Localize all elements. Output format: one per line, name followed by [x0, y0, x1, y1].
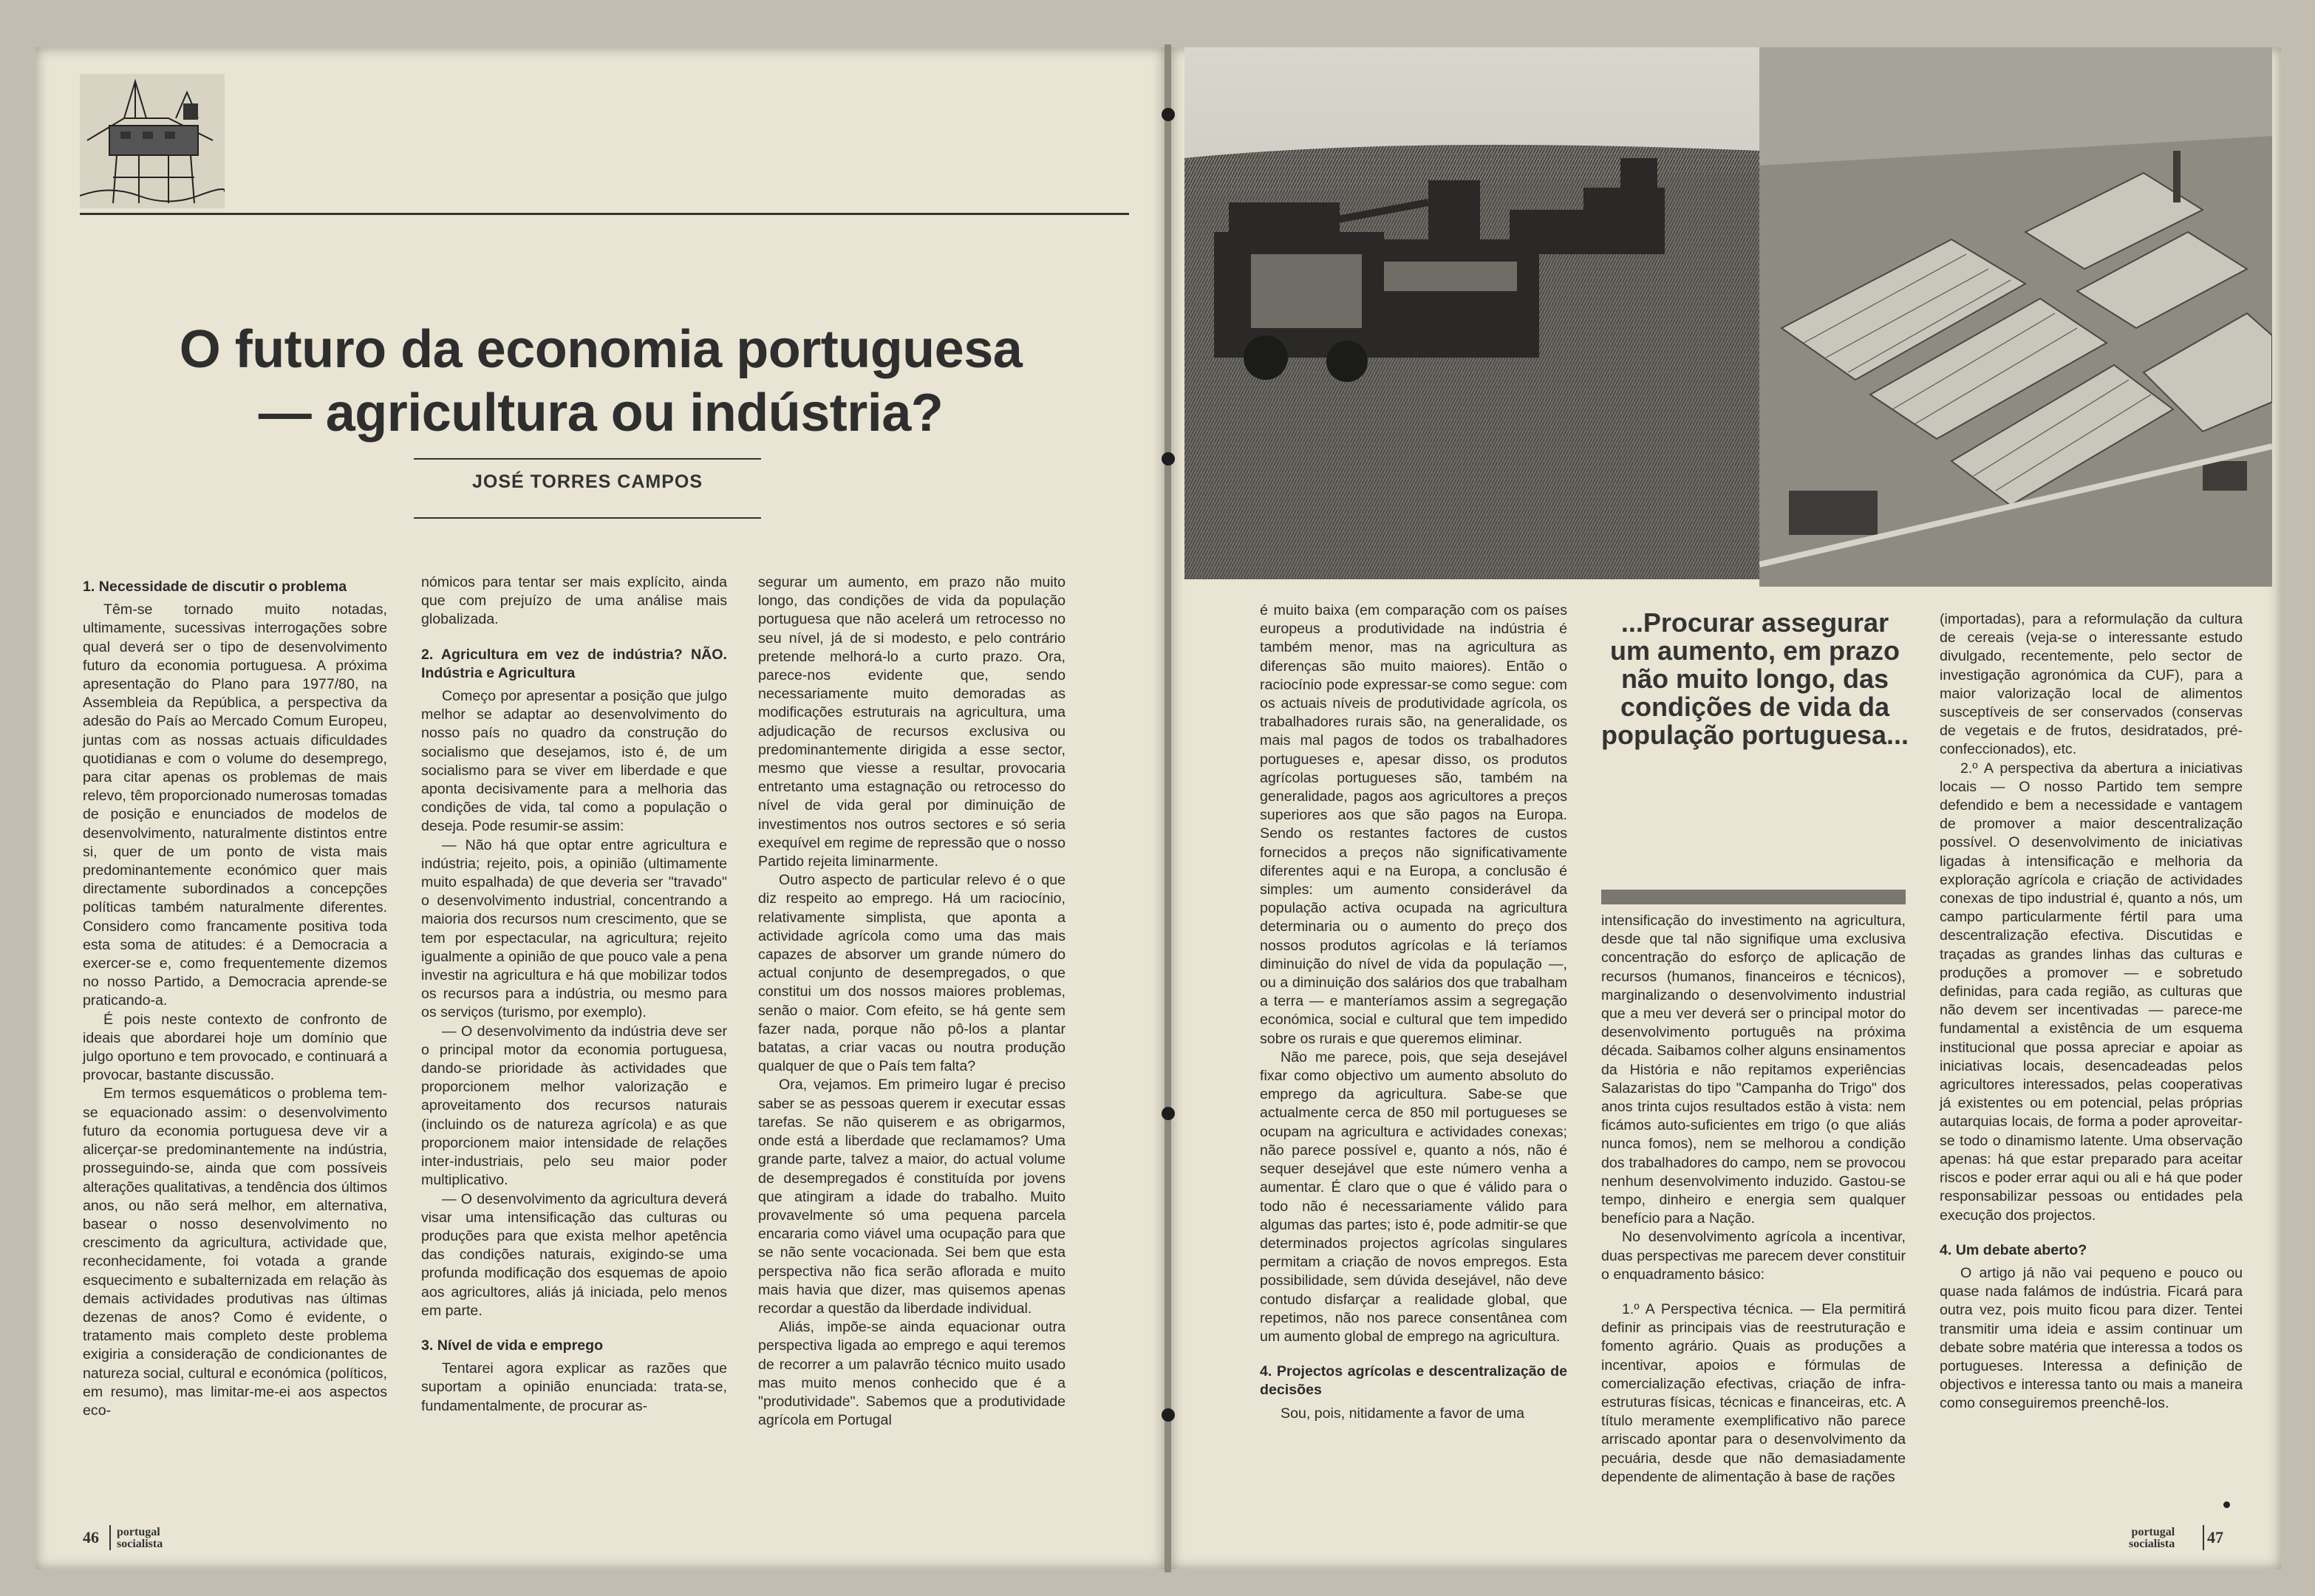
headline-line-2: — agricultura ou indústria?: [258, 383, 944, 443]
staple: [1162, 1107, 1175, 1120]
column-3: [758, 573, 1066, 1430]
paragraph: — O desenvolvimento da agricultura deverá visar uma intensificação das culturas ou produções para que exista melhor apetência das condições naturais, exigindo-se uma profunda modificação dos esquemas de apoio aos agricultores, aliás já iniciada, pelo menos em parte.: [421, 1190, 727, 1319]
column-2: [421, 573, 727, 1416]
paragraph: Em termos esquemáticos o problema tem-se equacionado assim: o desenvolvimento futuro da economia portuguesa deve vir a alicerçar-se predominantemente na indústria, prosseguindo-se, ainda que com possíveis alterações qualitativas, a tendência dos últimos anos, ou não será melhor, em alternativa, basear o nosso desenvolvimento no crescimento da agricultura, actividade que, reconhecidamente, foi votada a grande esquecimento e subalternizada em relação às demais actividades produtivas nas últimas dezenas de anos? Como é evidente, o tratamento mais completo deste problema exigiria a consideração de condicionantes de natureza social, cultural e económica (políticos, em resumo), mas limitar-me-ei aos aspectos eco-: [83, 1085, 387, 1419]
page-number-left: 46: [83, 1528, 99, 1546]
paragraph: 1.º A Perspectiva técnica. — Ela permitirá definir as principais vias de reestruturação e fomento agrário. Quais as produções a incentivar, apoios e fórmulas de comercialização efectivas, criação de infra-estruturas físicas, técnicas e financeiras, etc. A título meramente exemplificativo não parece arriscado apontar para o desenvolvimento da pecuária, desde que não demasiadamente dependente de alimentação à base de rações: [1601, 1301, 1906, 1485]
header-rule: [80, 213, 1129, 215]
paragraph: (importadas), para a reformulação da cultura de cereais (veja-se o interessante estudo divulgado, recentemente, pelo sector de investigação agronómica da CUF), para a maior valorização local de alimentos susceptíveis de ser conservados (conservas de vegetais e de frutos, desidratados, pré-confeccionados), etc.: [1940, 611, 2243, 758]
paragraph: Outro aspecto de particular relevo é o que diz respeito ao emprego. Há um raciocínio, relativamente simplista, que aponta a actividade agrícola como uma das mais capazes de absorver um grande número do actual conjunto de desempregados, o que constitui um dos nossos maiores problemas, senão o maior. Com efeito, se há gente sem fazer nada, porque não pô-los a plantar batatas, a criar vacas ou noutra produção qualquer de que o País tem falta?: [758, 872, 1066, 1075]
magazine-logo-left: portugal socialista: [117, 1526, 163, 1550]
paragraph: segurar um aumento, em prazo não muito longo, das condições de vida da população portuguesa que não acelerá um retrocesso no seu nível, já de si modesto, e pelo contrário pretende melhorá-lo a curto prazo. Ora, parece-nos evidente que, sendo necessariamente muito demoradas as modificações estruturais na agricultura, uma adjudicação de recursos exclusiva ou predominantemente dirigida a esse sector, mesmo que viesse a resultar, provocaria entretanto uma estagnação ou retrocesso do nível de vida geral por diminuição de investimentos nos outros sectores e só seria exequível em regime de repressão que o nosso Partido rejeita liminarmente.: [758, 574, 1066, 870]
paragraph: Não me parece, pois, que seja desejável fixar como objectivo um aumento absoluto do emprego da agricultura. Sabe-se que actualmente cerca de 850 mil portugueses se ocupam na agricultura e actividades conexas; não parece possível e, quanto a nós, não é sequer desejável que este número venha a aumentar. É claro que o que é válido para o todo não é necessariamente válido para algumas das partes; isto é, pode admitir-se que determinados projectos agrícolas singulares permitam a criação de novos empregos. Esta possibilidade, sem dúvida desejável, não deve contudo disfarçar a realidade global, que repetimos, não nos parece consentânea com um aumento global de emprego na agricultura.: [1260, 1048, 1567, 1345]
paragraph: nómicos para tentar ser mais explícito, ainda que com prejuízo de uma análise mais globalizada.: [421, 574, 727, 628]
oil-rig-illustration: [80, 74, 225, 208]
end-mark: [2223, 1501, 2230, 1508]
staple: [1162, 1408, 1175, 1422]
column-5: [1601, 912, 1906, 1487]
paragraph: é muito baixa (em comparação com os países europeus a produtividade na indústria é também menor, mas na agricultura as diferenças são muito maiores). Então o raciocínio pode expressar-se como segue: com os actuais níveis de produtividade agrícola, os trabalhadores rurais são, na generalidade, os mais mal pagos de todos os trabalhadores portugueses e, apesar disso, os produtos agrícolas portugueses são, também na generalidade, pagos aos agricultores a preços superiores aos que são pagos na Europa. Sendo os restantes factores de custos fornecidos a preços não significativamente diferentes aqui e na Europa, a conclusão é simples: um aumento considerável da população activa ocupada na agricultura determinaria ou o aumento do preço dos nossos produtos agrícolas e lá teríamos diminuição do nível de vida da população —, ou a diminuição dos salários dos que trabalham a terra — e manteríamos assim a segregação económica, social e cultural que tem impedido sobre os rurais e que queremos eliminar.: [1260, 602, 1567, 1047]
left-page: [35, 47, 1165, 1569]
paragraph: Começo por apresentar a posição que julgo melhor se adaptar ao desenvolvimento do nosso país no quadro da construção do socialismo que desejamos, isto é, de um socialismo para se viver em liberdade e que aponta decisivamente para a melhoria das condições de vida, tal como a população o deseja. Pode resumir-se assim:: [421, 688, 727, 835]
section-heading: 2. Agricultura em vez de indústria? NÃO. Indústria e Agricultura: [421, 646, 727, 681]
paragraph: É pois neste contexto de confronto de ideais que abordarei hoje um domínio que julgo oportuno e tem provocado, e continuará a provocar, bastante discussão.: [83, 1011, 387, 1084]
paragraph: intensificação do investimento na agricultura, desde que tal não signifique uma exclusiva concentração do esforço de aplicação de recursos (humanos, financeiros e técnicos), marginalizando o desenvolvimento industrial que a meu ver deverá ser o principal motor do desenvolvimento português na próxima década. Saibamos colher alguns ensinamentos da História e não repitamos experiências Salazaristas do tipo "Campanha do Trigo" dos anos trinta cujos resultados estão à vista: nem ficámos auto-suficientes em trigo (o que aliás nunca fomos), nem se melhorou a condição dos trabalhadores do campo, nem se provocou nenhum desenvolvimento induzido. Gastou-se tempo, dinheiro e energia sem qualquer benefício para a Nação.: [1601, 913, 1906, 1227]
paragraph: Têm-se tornado muito notadas, ultimamente, sucessivas interrogações sobre qual deverá ser o tipo de desenvolvimento futuro da economia portuguesa. A próxima apresentação do Plano para 1977/80, na Assembleia da República, a perspectiva da adesão do País ao Mercado Comum Europeu, juntas com as nossas actuais dificuldades quotidianas e com o volume do desemprego, para citar apenas os problemas de mais relevo, têm proporcionado numerosas tomadas de posição e enunciados de modelos de desenvolvimento, naturalmente distintos entre si, quer de um ponto de vista mais predominantemente económico quer mais directamente subordinados a concepções políticas também naturalmente diferentes. Considero como francamente positiva toda esta soma de atitudes: é a Democracia a exercer-se e, como frequentemente dizemos no nosso Partido, a Democracia aprende-se praticando-a.: [83, 601, 387, 1009]
paragraph: O artigo já não vai pequeno e pouco ou quase nada falámos de indústria. Ficará para outra vez, pois muito ficou para dizer. Tentei transmitir uma ideia e assim continuar um debate sobre matéria que interessa a todos os portugueses. Interessa a definição de objectivos e interessa tanto ou mais a maneira como conseguiremos preenchê-los.: [1940, 1264, 2243, 1412]
byline: JOSÉ TORRES CAMPOS: [471, 471, 703, 492]
paragraph: Ora, vejamos. Em primeiro lugar é preciso saber se as pessoas querem ir executar essas tarefas. Se não quiserem e as obrigarmos, onde está a liberdade que reclamamos? Uma grande parte, talvez a maior, do actual volume de desempregados é constituída por jovens que atingiram a idade do trabalho. Muito provavelmente só uma pequena parcela encararia como viável uma ocupação para que se não sente vocacionada. Sei bem que esta perspectiva não fica serão aflorada e muito mais havia que dizer, mas quisemos apenas recordar a questão da liberdade individual.: [758, 1077, 1066, 1317]
section-heading: 3. Nível de vida e emprego: [421, 1337, 604, 1354]
paragraph: — O desenvolvimento da indústria deve ser o principal motor da economia portuguesa, dando-se prioridade às actividades que proporcionem melhor valorização e aproveitamento dos recursos naturais (incluindo os de natureza agrícola) e as que proporcionem maior intensidade de relações inter-industriais, pelo seu maior poder multiplicativo.: [421, 1023, 727, 1189]
paragraph: No desenvolvimento agrícola a incentivar, duas perspectivas me parecem dever constituir o enquadramento básico:: [1601, 1229, 1906, 1283]
folio-divider-right: [2203, 1525, 2204, 1550]
column-1: [83, 578, 387, 1420]
pull-quote: ...Procurar assegurar um aumento, em prazo não muito longo, das condições de vida da população portuguesa...: [1600, 607, 1909, 750]
page-number-right: 47: [2207, 1528, 2223, 1546]
section-heading: 1. Necessidade de discutir o problema: [83, 579, 347, 595]
headline-line-1: O futuro da economia portuguesa: [179, 320, 1023, 379]
pull-quote-bar: [1601, 890, 1906, 904]
section-heading: 4. Projectos agrícolas e descentralização de decisões: [1260, 1363, 1567, 1399]
magazine-logo-right: portugal socialista: [2129, 1526, 2175, 1550]
folio-divider: [109, 1525, 111, 1550]
paragraph: Aliás, impõe-se ainda equacionar outra perspectiva ligada ao emprego e aqui teremos de recorrer a um palavrão técnico muito usado mas muito menos conhecido que é a "produtividade". Sabemos que a produtividade agrícola em Portugal: [758, 1319, 1066, 1429]
factory-aerial-photo: [1759, 47, 2272, 587]
article-headline: [109, 318, 1092, 445]
section-heading: 4. Um debate aberto?: [1940, 1241, 2087, 1258]
paragraph: — Não há que optar entre agricultura e indústria; rejeito, pois, a opinião (ultimamente muito espalhada) de que deveria ser "travado" o desenvolvimento industrial, concentrando a maioria dos recursos num crescimento, que se tem por espectacular, na agricultura; rejeito igualmente a opinião de que pouco vale a pena investir na agricultura e há que mobilizar todos os recursos para a indústria, ou mesmo para os serviços (turismo, por exemplo).: [421, 836, 727, 1021]
byline-rule-top: [414, 458, 761, 460]
staple: [1162, 108, 1175, 121]
column-6: [1940, 610, 2243, 1413]
harvest-photo: [1184, 47, 1759, 579]
paragraph: Tentarei agora explicar as razões que suportam a opinião enunciada: trata-se, fundamentalmente, de procurar as-: [421, 1360, 727, 1414]
staple: [1162, 452, 1175, 466]
paragraph: 2.º A perspectiva da abertura a iniciativas locais — O nosso Partido tem sempre defendido e bem a necessidade e vantagem de promover a maior descentralização possível. O desenvolvimento de iniciativas ligadas à intensificação e melhoria da exploração agrícola e criação de actividades conexas de tipo industrial é, quanto a nós, um campo particularmente fértil para uma descentralização efectiva. Discutidas e traçadas as grandes linhas das culturas e produções a promover — e sobretudo definidas, para cada região, as culturas que não devem ser incentivadas — parece-me fundamental a existência de um esquema institucional que possa apreciar e apoiar as iniciativas locais, desencadeadas pelos agricultores interessados, pelas cooperativas já existentes ou em potencial, pelas próprias autarquias locais, de forma a poder aproveitar-se todo o dinamismo latente. Uma observação apenas: há que estar preparado para aceitar riscos e poder errar aqui ou ali e há que poder responsabilizar pessoas ou entidades pela execução dos projectos.: [1940, 760, 2243, 1224]
byline-rule-bottom: [414, 517, 761, 519]
paragraph: Sou, pois, nitidamente a favor de uma: [1281, 1405, 1525, 1422]
right-page: [1171, 47, 2281, 1569]
magazine-spine: [1165, 44, 1171, 1572]
column-4: [1260, 601, 1567, 1423]
